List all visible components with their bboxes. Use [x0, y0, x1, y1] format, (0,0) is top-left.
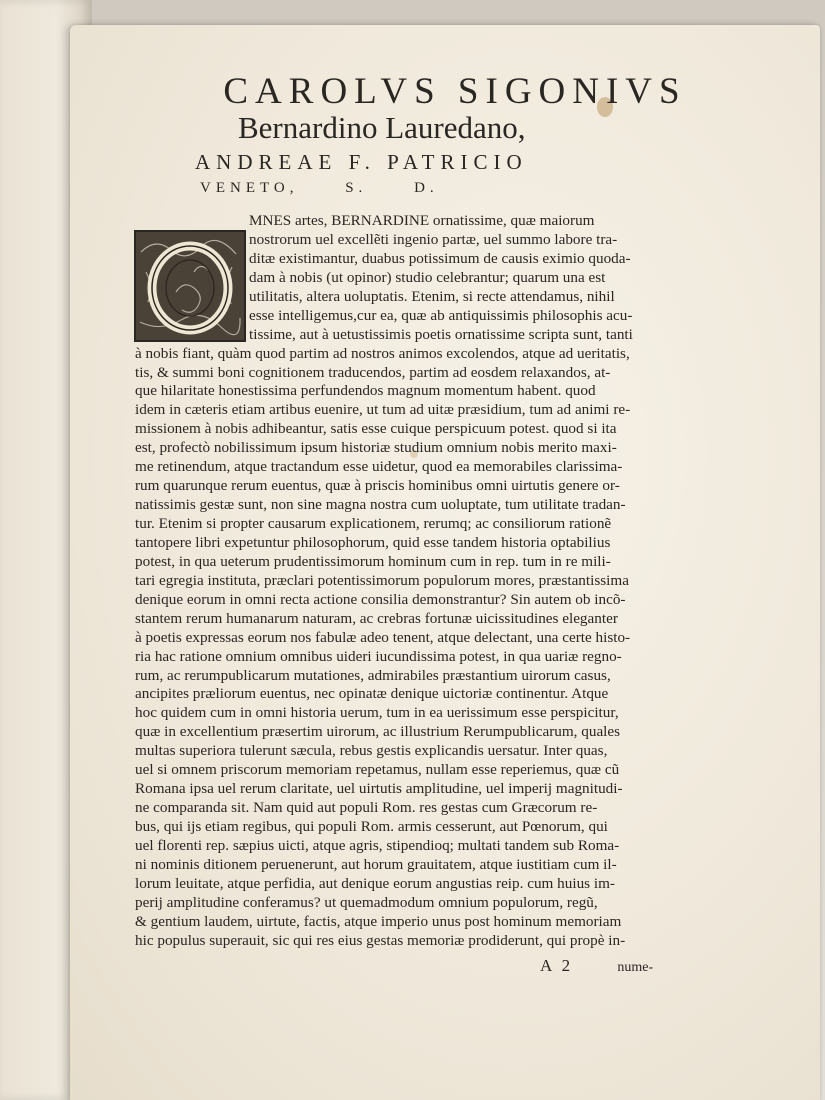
text-line: & gentium laudem, uirtute, factis, atque imperio unus post hominum memoriam	[135, 912, 622, 930]
text-line: hic populus superauit, sic qui res eius gestas memoriæ prodiderunt, qui propè in-	[135, 931, 626, 949]
signature-mark: A 2	[540, 956, 574, 975]
page-footer	[540, 956, 660, 976]
text-line: est, profectò nobilissimum ipsum historiæ studium omnium nobis merito maxi-	[135, 439, 617, 457]
text-line: denique eorum in omni recta actione consilia demonstrantur? Sin autem ob incõ-	[135, 590, 626, 608]
text-line: tis, & summi boni cognitionem traducendos, partim ad eosdem relaxandos, at-	[135, 363, 611, 381]
text-line: tari egregia instituta, præclari potentissimorum populorum mores, præstantissima	[135, 571, 629, 589]
text-line: stantem rerum humanarum naturam, ac crebras fortunæ uicissitudines eleganter	[135, 609, 618, 627]
text-line: rum quarunque rerum euentus, quæ à priscis hominibus omni uirtutis genere or-	[135, 477, 620, 495]
salutation-word: VENETO,	[200, 180, 299, 196]
heading-patrician: ANDREAE F. PATRICIO	[195, 150, 528, 174]
text-line: uel florenti rep. sæpius uicti, atque agris, stipendioq; multati tandem sub Roma-	[135, 836, 620, 854]
salutation-word: S.	[345, 180, 368, 196]
text-line: bus, qui ijs etiam regibus, qui populi Rom. armis cesserunt, aut Pœnorum, qui	[135, 818, 608, 835]
text-line: idem in cæteris etiam artibus euenire, ut tum ad uitæ præsidium, tum ad animi re-	[135, 401, 631, 419]
text-line: multas superiora tulerunt sæcula, rebus gestis explicandis uersatur. Inter quas,	[135, 742, 608, 760]
text-line: ne comparanda sit. Nam quid aut populi Rom. res gestas cum Græcorum re-	[135, 799, 598, 817]
text-line: que hilaritate honestissima perfundendos magnum momentum habent. quod	[135, 382, 596, 400]
text-line: MNES artes, BERNARDINE ornatissime, quæ maiorum	[249, 212, 595, 229]
letter-body	[135, 212, 655, 951]
text-line: tissime, aut à uetustissimis poetis ornatissime scripta sunt, tanti	[249, 325, 633, 343]
text-line: ditæ existimantur, duabus potissimum de causis eximio quoda-	[249, 249, 631, 267]
heading-salutation	[200, 180, 700, 197]
text-line: Romana ipsa uel rerum claritate, uel uirtutis amplitudine, uel imperij magnitudi-	[135, 780, 623, 798]
text-line: à poetis expressas eorum nos fabulæ adeo tenent, atque delectant, una certe histo-	[135, 628, 631, 646]
text-line: esse intelligemus,cur ea, quæ ab antiquissimis philosophis acu-	[249, 306, 633, 324]
text-line: hoc quidem cum in omni historia uerum, tum in ea uerissimum esse perspicitur,	[135, 704, 619, 722]
text-line: ancipites præliorum euentus, nec opinatæ denique uictoriæ continentur. Atque	[135, 685, 609, 703]
text-line: tantopere libri expetuntur philosophorum, quid esse tandem historia optabilius	[135, 533, 611, 551]
text-line: perij amplitudine conferamus? ut quemadmodum omnium populorum, regũ,	[135, 893, 598, 911]
text-line: me retinendum, atque tractandum esse uidetur, quod ea memorabiles clarissima-	[135, 458, 623, 476]
text-line: dam à nobis (ut opinor) studio celebrantur; quarum una est	[249, 268, 606, 286]
text-line: lorum leuitate, atque perfidia, aut denique eorum angustias reip. cum huius im-	[135, 874, 615, 892]
text-line: potest, in qua ueterum prudentissimorum hominum cum in rep. tum in re mili-	[135, 552, 611, 570]
text-line: tur. Etenim si propter causarum explicationem, rerumq; ac consiliorum rationẽ	[135, 515, 612, 532]
text-line: missionem à nobis adhibeantur, satis esse cuique perspicuum potest. quod si ita	[135, 420, 617, 438]
catchword: nume-	[617, 960, 654, 975]
text-line: utilitatis, altera uoluptatis. Etenim, si recte attendamus, nihil	[249, 287, 615, 305]
salutation-word: D.	[414, 180, 439, 196]
text-line: ria hac ratione omnium omnibus uideri iucundissima potest, in qua uariæ regno-	[135, 647, 622, 665]
text-line: quæ in excellentium præsertim uirorum, ac illustrium Rerumpublicarum, quales	[135, 723, 621, 741]
heading-recipient: Bernardino Lauredano,	[238, 110, 526, 145]
text-line: rum, ac rerumpublicarum mutationes, admirabiles præstantium uirorum casus,	[135, 666, 611, 684]
text-line: à nobis fiant, quàm quod partim ad nostros animos excolendos, atque ad ueritatis,	[135, 344, 630, 362]
text-line: uel si omnem priscorum memoriam repetamus, nullam esse reperiemus, quæ cũ	[135, 761, 620, 779]
heading-author: CAROLVS SIGONIVS	[223, 71, 687, 112]
text-line: natissimis gestæ sunt, non sine magna nostra cum uoluptate, tum utilitate tradan-	[135, 496, 626, 514]
text-line: nostrorum uel excellẽti ingenio partæ, uel summo labore tra-	[249, 230, 618, 248]
text-line: ni nominis ditionem peruenerunt, aut horum grauitatem, atque iustitiam cum il-	[135, 855, 617, 873]
